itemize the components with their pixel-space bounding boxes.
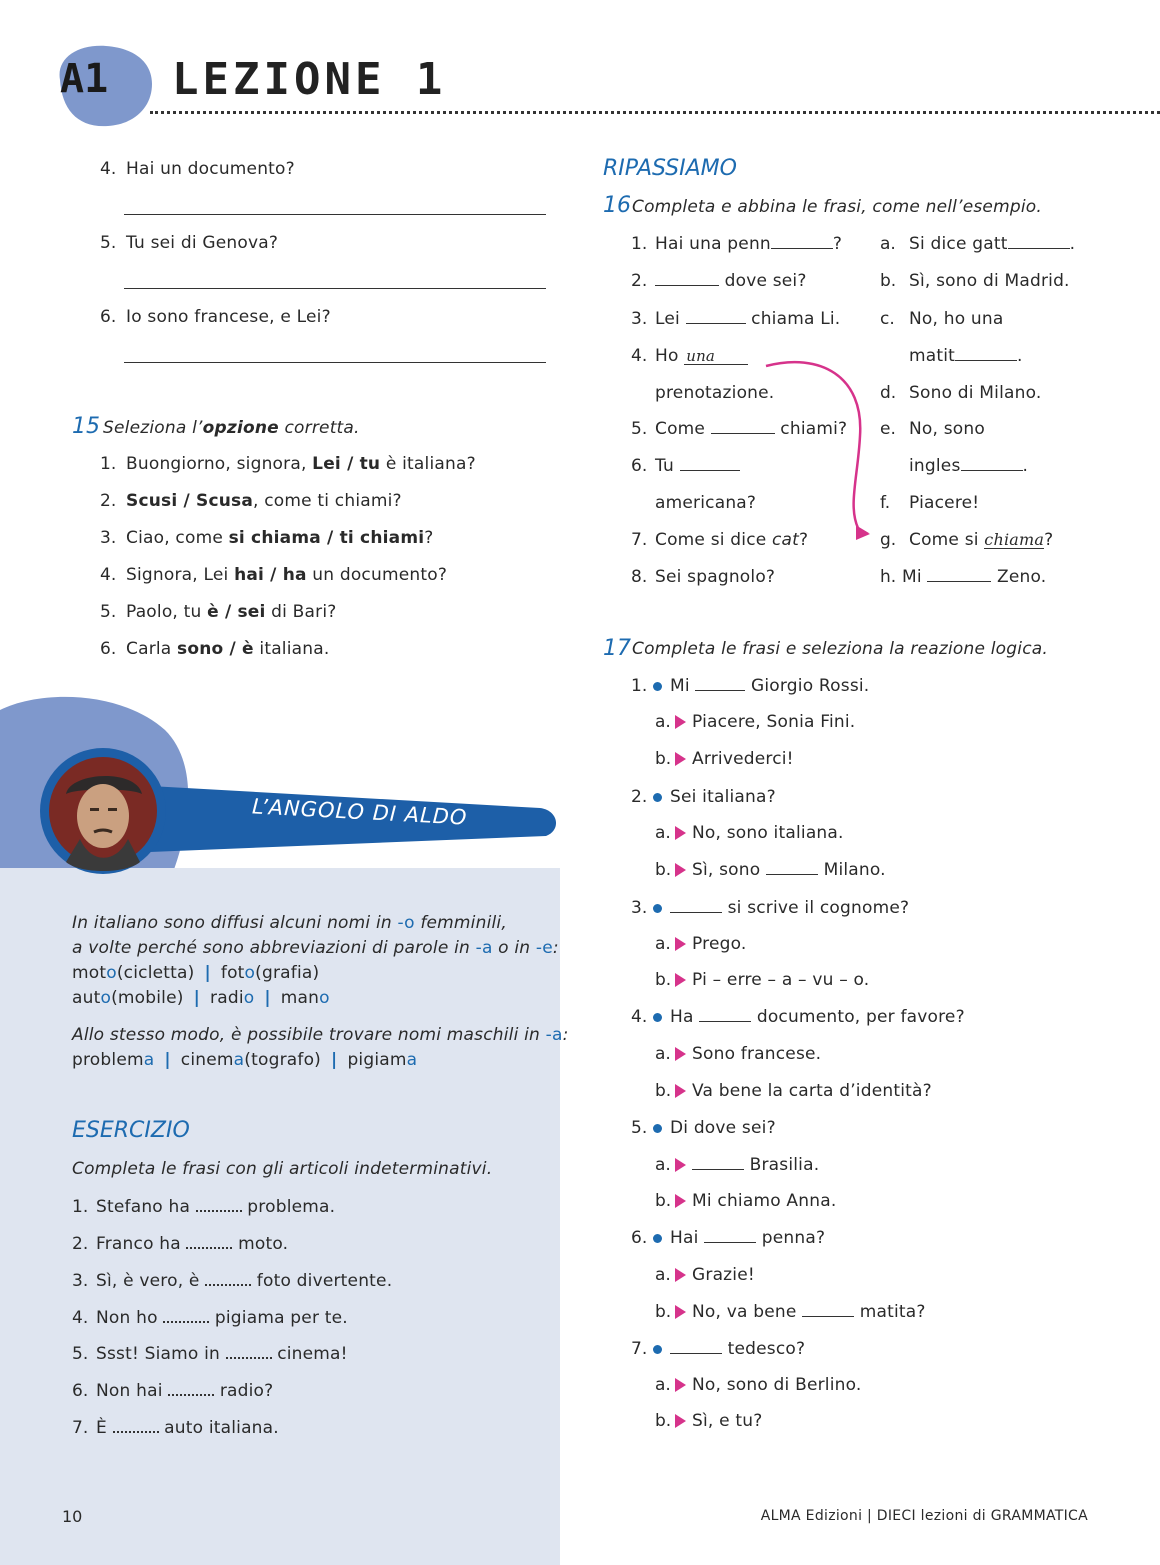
answer-line[interactable] [124,362,546,363]
option-letter: b. [655,860,672,880]
aldo-examples-row2: auto(mobile) | radio | mano [72,988,330,1008]
ex17-option[interactable]: No, va bene matita? [675,1301,926,1323]
ex15-item: Paolo, tu è / sei di Bari? [126,602,337,622]
ex15-item: Scusi / Scusa, come ti chiami? [126,491,402,511]
arrow-icon [675,937,686,951]
item-number: 5. [631,1118,648,1138]
ex16-item: Ho una [655,345,748,367]
item-number: 3. [100,528,117,548]
ex17-question: Mi Giorgio Rossi. [653,675,869,697]
item-letter: d. [880,383,897,403]
item-number: 3. [72,1271,89,1291]
option-choice[interactable]: sono / è [177,639,254,659]
exercise-instruction: Seleziona l’opzione corretta. [103,418,360,438]
ex17-option[interactable]: Va bene la carta d’identità? [675,1080,932,1102]
ex16-item: Tu [655,455,740,477]
aldo-examples-row3: problema | cinema(tografo) | pigiama [72,1050,418,1070]
ex17-question: Hai penna? [653,1227,825,1249]
bullet-icon [653,793,662,802]
item-number: 5. [100,233,117,253]
blank-dots[interactable] [168,1380,214,1396]
exercise-number: 16 [603,193,631,218]
blank[interactable] [699,1006,751,1022]
ex16-item-cont: prenotazione. [655,383,775,403]
blank[interactable] [680,455,740,471]
bullet-icon [653,682,662,691]
item-number: 3. [631,898,648,918]
blank-dots[interactable] [113,1417,159,1433]
option-letter: b. [655,970,672,990]
blank[interactable] [692,1154,744,1170]
bullet-icon [653,1013,662,1022]
blank-dots[interactable] [196,1196,242,1212]
ex16-answer-cont: matit . [909,346,1023,366]
example-arrow-icon [760,356,880,546]
example-answer: chiama [984,530,1045,549]
item-letter: b. [880,271,897,291]
blank-dots[interactable] [186,1233,232,1249]
item-letter: f. [880,493,891,513]
option-letter: a. [655,1155,671,1175]
ex17-option[interactable]: No, sono di Berlino. [675,1374,862,1396]
blank[interactable] [955,345,1017,361]
ex15-item: Carla sono / è italiana. [126,639,330,659]
ex16-item: Come si dice cat? [655,530,809,550]
arrow-icon [675,973,686,987]
blank-dots[interactable] [205,1270,251,1286]
arrow-icon [675,1378,686,1392]
ex17-option[interactable]: No, sono italiana. [675,822,844,844]
esercizio-item: È auto italiana. [96,1418,279,1438]
item-letter: h. [880,567,897,587]
item-number: 6. [72,1381,89,1401]
item-number: 1. [631,676,648,696]
blank-dots[interactable] [226,1343,272,1359]
ex17-option[interactable]: Grazie! [675,1264,755,1286]
ex16-item: Lei chiama Li. [655,309,841,329]
blank[interactable] [961,455,1023,471]
blank[interactable] [670,897,722,913]
ex17-question: si scrive il cognome? [653,897,909,919]
item-number: 3. [631,309,648,329]
blank[interactable] [686,308,746,324]
ex16-answer: Si dice gatt . [909,234,1076,254]
esercizio-item: Stefano ha problema. [96,1197,336,1217]
ex15-item: Buongiorno, signora, Lei / tu è italiana? [126,454,476,474]
item-number: 6. [631,456,648,476]
option-letter: a. [655,1044,671,1064]
question-text: Tu sei di Genova? [126,233,279,253]
option-letter: a. [655,934,671,954]
aldo-banner-title: L’ANGOLO DI ALDO [251,794,469,830]
aldo-intro-line3: Allo stesso modo, è possibile trovare nomi maschili in -a: [72,1025,569,1045]
bullet-icon [653,1234,662,1243]
arrow-icon [675,863,686,877]
item-letter: e. [880,419,896,439]
item-number: 8. [631,567,648,587]
item-number: 4. [100,159,117,179]
question-text: Hai un documento? [126,159,295,179]
item-number: 4. [100,565,117,585]
ex16-answer: Mi Zeno. [902,567,1047,587]
ex17-option[interactable]: Mi chiamo Anna. [675,1190,836,1212]
page-title: LEZIONE 1 [172,54,447,105]
item-number: 1. [631,234,648,254]
ripassiamo-title: RIPASSIAMO [603,156,737,181]
option-choice[interactable]: hai / ha [234,565,307,585]
arrow-icon [675,752,686,766]
item-letter: a. [880,234,896,254]
exercise-instruction: Completa le frasi e seleziona la reazione logica. [632,639,1048,659]
option-letter: b. [655,1081,672,1101]
option-choice[interactable]: Scusi / Scusa [126,491,254,511]
option-letter: b. [655,1191,672,1211]
item-number: 4. [631,1007,648,1027]
arrow-icon [675,1194,686,1208]
question-text: Io sono francese, e Lei? [126,307,331,327]
esercizio-item: Non ho pigiama per te. [96,1308,348,1328]
item-number: 5. [631,419,648,439]
option-letter: a. [655,712,671,732]
ex17-option[interactable]: Pi – erre – a – vu – o. [675,969,869,991]
option-letter: b. [655,1302,672,1322]
ex16-answer: Sono di Milano. [909,383,1042,403]
option-letter: a. [655,1265,671,1285]
arrow-icon [675,1158,686,1172]
item-letter: c. [880,309,895,329]
option-letter: a. [655,1375,671,1395]
ex15-item: Signora, Lei hai / ha un documento? [126,565,448,585]
bullet-icon [653,904,662,913]
footer-publisher: ALMA Edizioni | DIECI lezioni di GRAMMATICA [760,1508,1088,1524]
blank[interactable] [766,859,818,875]
example-answer: una [684,349,748,365]
esercizio-item: Sì, è vero, è foto divertente. [96,1271,393,1291]
esercizio-item: Non hai radio? [96,1381,274,1401]
ex17-question: Ha documento, per favore? [653,1006,965,1028]
blank[interactable] [927,566,991,582]
item-number: 5. [72,1344,89,1364]
esercizio-item: Ssst! Siamo in cinema! [96,1344,348,1364]
exercise-instruction: Completa e abbina le frasi, come nell’esempio. [632,197,1042,217]
ex16-answer: No, ho una [909,309,1004,329]
arrow-icon [675,1047,686,1061]
item-number: 6. [100,639,117,659]
item-number: 7. [72,1418,89,1438]
aldo-examples-row1: moto(cicletta) | foto(grafia) [72,963,320,983]
option-letter: a. [655,823,671,843]
item-number: 5. [100,602,117,622]
aldo-intro-line2: a volte perché sono abbreviazioni di parole in -a o in -e: [72,938,559,958]
bullet-icon [653,1345,662,1354]
blank-dots[interactable] [163,1307,209,1323]
ex16-answer: Come si chiama? [909,530,1054,550]
aldo-avatar [36,744,170,878]
esercizio-instruction: Completa le frasi con gli articoli indeterminativi. [72,1159,493,1179]
item-number: 6. [631,1228,648,1248]
item-number: 1. [72,1197,89,1217]
ex16-item: Hai una penn ? [655,234,843,254]
arrow-icon [675,1305,686,1319]
bullet-icon [653,1124,662,1133]
ex17-option[interactable]: Piacere, Sonia Fini. [675,711,855,733]
ex16-item: Come chiami? [655,419,848,439]
option-letter: b. [655,1411,672,1431]
ex16-answer-cont: ingles . [909,456,1029,476]
ex16-item: Sei spagnolo? [655,567,776,587]
aldo-intro-line1: In italiano sono diffusi alcuni nomi in -o femminili, [72,913,507,933]
esercizio-item: Franco ha moto. [96,1234,289,1254]
ex17-question: tedesco? [653,1338,805,1360]
exercise-number: 15 [72,414,100,439]
blank[interactable] [695,675,745,691]
ex17-option[interactable]: Sì, e tu? [675,1410,762,1432]
esercizio-title: ESERCIZIO [72,1118,190,1143]
header-rule [150,111,1160,114]
level-badge: A1 [60,56,109,102]
item-number: 7. [631,1339,648,1359]
arrow-icon [675,826,686,840]
option-choice[interactable]: è / sei [207,602,266,622]
blank[interactable] [1008,233,1070,249]
ex17-option[interactable]: Sono francese. [675,1043,821,1065]
ex16-answer: Piacere! [909,493,980,513]
ex17-option[interactable]: Brasilia. [675,1154,819,1176]
ex17-option[interactable]: Prego. [675,933,747,955]
item-number: 1. [100,454,117,474]
answer-line[interactable] [124,288,546,289]
option-letter: b. [655,749,672,769]
ex15-item: Ciao, come si chiama / ti chiami? [126,528,434,548]
blank[interactable] [704,1227,756,1243]
ex17-question: Sei italiana? [653,786,776,808]
option-choice[interactable]: si chiama / ti chiami [228,528,425,548]
item-number: 2. [631,271,648,291]
option-choice[interactable]: Lei / tu [312,454,381,474]
arrow-icon [675,1268,686,1282]
item-letter: g. [880,530,897,550]
item-number: 6. [100,307,117,327]
exercise-number: 17 [603,636,631,661]
blank[interactable] [771,233,833,249]
ex16-answer: Sì, sono di Madrid. [909,271,1070,291]
blank[interactable] [802,1301,854,1317]
arrow-icon [675,1084,686,1098]
item-number: 4. [631,346,648,366]
arrow-icon [675,715,686,729]
ex16-answer: No, sono [909,419,985,439]
item-number: 2. [631,787,648,807]
ex17-question: Di dove sei? [653,1117,776,1139]
ex16-item-cont: americana? [655,493,757,513]
answer-line[interactable] [124,214,546,215]
item-number: 7. [631,530,648,550]
arrow-icon [675,1414,686,1428]
ex17-option[interactable]: Sì, sono Milano. [675,859,886,881]
blank[interactable] [670,1338,722,1354]
ex16-item: dove sei? [655,270,807,292]
item-number: 4. [72,1308,89,1328]
item-number: 2. [72,1234,89,1254]
ex17-option[interactable]: Arrivederci! [675,748,794,770]
item-number: 2. [100,491,117,511]
page-number: 10 [62,1507,83,1526]
blank[interactable] [655,270,719,286]
